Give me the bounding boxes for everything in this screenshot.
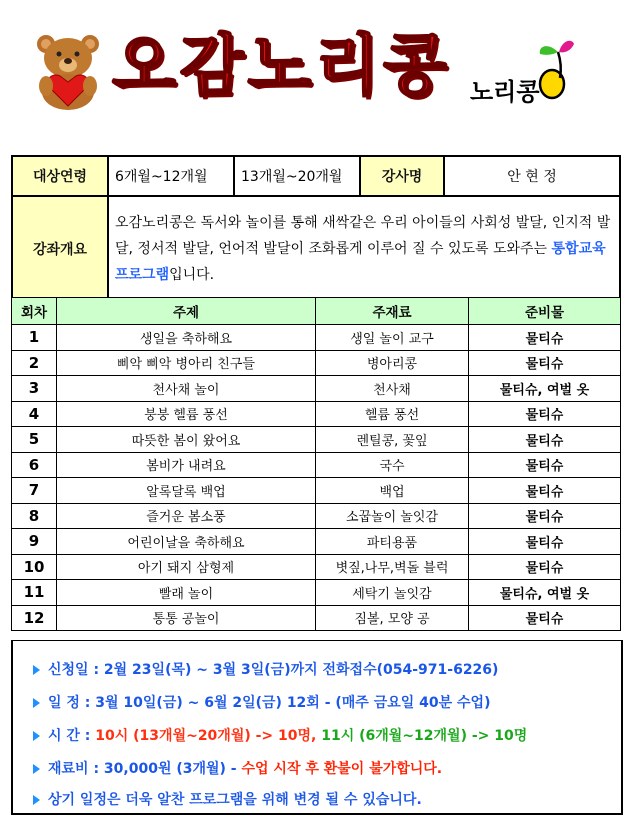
note-time-slot-1: 10시 (13개월~20개월) -> 10명, <box>95 728 322 744</box>
session-material: 천사채 <box>316 376 469 402</box>
table-row <box>12 529 621 555</box>
table-row <box>12 325 621 351</box>
course-info-table <box>11 155 621 303</box>
session-prep: 물티슈 <box>469 503 621 529</box>
note-registration-text: 신청일 : 2월 23일(목) ~ 3월 3일(금)까지 전화접수(054-971-6226) <box>48 662 499 678</box>
session-material: 짐볼, 모양 공 <box>316 605 469 631</box>
overview-end: 입니다. <box>169 267 215 283</box>
bullet-arrow-icon <box>33 665 40 675</box>
overview-body: 오감노리콩은 독서와 놀이를 통해 새싹같은 우리 아이들의 사회성 발달, 인지적 발달, 정서적 발달, 언어적 발달이 조화롭게 이루어 질 수 있도록 도와주는 <box>115 215 611 257</box>
session-prep: 물티슈 <box>469 529 621 555</box>
session-no: 4 <box>12 401 57 427</box>
table-row <box>12 554 621 580</box>
session-topic: 어린이날을 축하해요 <box>57 529 316 555</box>
note-fee-label: 재료비 : 30,000원 (3개월) - <box>48 761 242 777</box>
session-material: 헬륨 풍선 <box>316 401 469 427</box>
session-prep: 물티슈 <box>469 478 621 504</box>
session-topic: 즐거운 봄소풍 <box>57 503 316 529</box>
session-prep: 물티슈 <box>469 350 621 376</box>
table-row <box>12 503 621 529</box>
table-row <box>12 478 621 504</box>
table-row <box>12 350 621 376</box>
session-prep: 물티슈 <box>469 427 621 453</box>
note-time-slot-2: 11시 (6개월~12개월) -> 10명 <box>321 728 528 744</box>
session-topic: 삐악 삐악 병아리 친구들 <box>57 350 316 376</box>
bullet-arrow-icon <box>33 795 40 805</box>
table-row <box>12 452 621 478</box>
overview-text <box>108 196 620 302</box>
table-row <box>12 605 621 631</box>
table-header-row <box>12 298 621 325</box>
table-row <box>12 580 621 606</box>
overview-label: 강좌개요 <box>12 196 108 302</box>
session-no: 12 <box>12 605 57 631</box>
teddy-bear-heart-icon <box>28 30 108 110</box>
session-material: 세탁기 놀잇감 <box>316 580 469 606</box>
session-no: 8 <box>12 503 57 529</box>
bullet-arrow-icon <box>33 764 40 774</box>
note-fee <box>33 758 442 778</box>
session-topic: 따뜻한 봄이 왔어요 <box>57 427 316 453</box>
sprout-logo-icon <box>530 38 580 104</box>
bullet-arrow-icon <box>33 698 40 708</box>
session-no: 9 <box>12 529 57 555</box>
session-material: 파티용품 <box>316 529 469 555</box>
session-prep: 물티슈 <box>469 401 621 427</box>
session-material: 생일 놀이 교구 <box>316 325 469 351</box>
page-title: 오감노리콩 <box>112 27 451 104</box>
session-material: 소꿉놀이 놀잇감 <box>316 503 469 529</box>
age-range-2: 13개월~20개월 <box>234 156 360 196</box>
session-topic: 아기 돼지 삼형제 <box>57 554 316 580</box>
session-no: 5 <box>12 427 57 453</box>
table-row <box>12 401 621 427</box>
brand-name: 노리콩 <box>470 78 540 106</box>
session-material: 렌틸콩, 꽃잎 <box>316 427 469 453</box>
session-material: 볏짚,나무,벽돌 블럭 <box>316 554 469 580</box>
session-no: 6 <box>12 452 57 478</box>
session-prep: 물티슈 <box>469 554 621 580</box>
note-disclaimer <box>33 789 422 809</box>
session-no: 3 <box>12 376 57 402</box>
session-no: 2 <box>12 350 57 376</box>
bullet-arrow-icon <box>33 731 40 741</box>
session-topic: 붕붕 헬륨 풍선 <box>57 401 316 427</box>
notes-box <box>11 640 623 815</box>
session-no: 7 <box>12 478 57 504</box>
brand-logo <box>470 38 580 108</box>
session-no: 1 <box>12 325 57 351</box>
session-topic: 천사채 놀이 <box>57 376 316 402</box>
note-schedule-text: 일 정 : 3월 10일(금) ~ 6월 2일(금) 12회 - (매주 금요일 40분 수업) <box>48 695 491 711</box>
note-disclaimer-text: 상기 일정은 더욱 알찬 프로그램을 위해 변경 될 수 있습니다. <box>48 792 422 808</box>
overview-highlight: 통합교육 프로그램 <box>115 241 606 283</box>
note-fee-warning: 수업 시작 후 환불이 불가합니다. <box>241 761 443 777</box>
session-topic: 통통 공놀이 <box>57 605 316 631</box>
session-prep: 물티슈 <box>469 452 621 478</box>
age-label: 대상연령 <box>12 156 108 196</box>
session-no: 11 <box>12 580 57 606</box>
session-material: 국수 <box>316 452 469 478</box>
session-topic: 생일을 축하해요 <box>57 325 316 351</box>
session-topic: 봄비가 내려요 <box>57 452 316 478</box>
session-material: 병아리콩 <box>316 350 469 376</box>
session-prep: 물티슈, 여벌 옷 <box>469 580 621 606</box>
col-header-prep: 준비물 <box>469 298 621 325</box>
note-time-label: 시 간 : <box>48 728 96 744</box>
session-material: 백업 <box>316 478 469 504</box>
header <box>0 0 632 145</box>
instructor-name: 안 현 정 <box>444 156 620 196</box>
instructor-label: 강사명 <box>360 156 444 196</box>
session-topic: 알록달록 백업 <box>57 478 316 504</box>
col-header-session: 회차 <box>12 298 57 325</box>
col-header-topic: 주제 <box>57 298 316 325</box>
session-prep: 물티슈 <box>469 605 621 631</box>
col-header-material: 주재료 <box>316 298 469 325</box>
session-no: 10 <box>12 554 57 580</box>
schedule-table <box>11 297 621 631</box>
age-range-1: 6개월~12개월 <box>108 156 234 196</box>
table-row <box>12 427 621 453</box>
note-time <box>33 725 527 745</box>
note-schedule <box>33 692 490 712</box>
note-registration <box>33 659 498 679</box>
session-prep: 물티슈, 여벌 옷 <box>469 376 621 402</box>
session-topic: 빨래 놀이 <box>57 580 316 606</box>
table-row <box>12 376 621 402</box>
session-prep: 물티슈 <box>469 325 621 351</box>
